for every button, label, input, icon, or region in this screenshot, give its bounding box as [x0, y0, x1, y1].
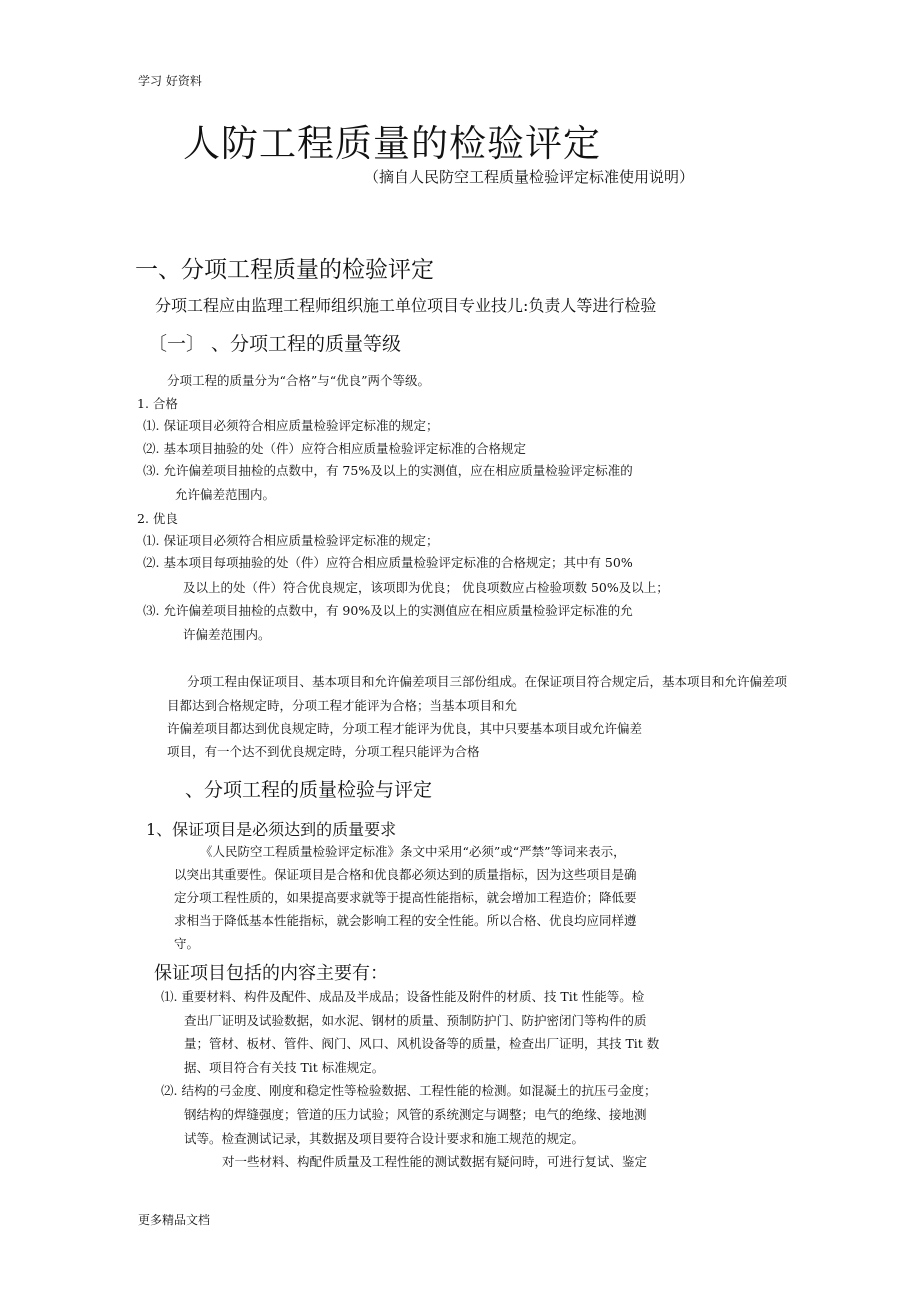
contents-item-cont: 查出厂证明及试验数据，如水泥、钢材的质量、预制防护门、防护密闭门等构件的质	[184, 1013, 647, 1028]
paragraph-line: 许偏差项目都达到优良规定時，分项工程才能评为优良，其中只要基本项目或允许偏差	[167, 721, 643, 736]
document-subtitle: （摘自人民防空工程质量检验评定标准使用说明）	[364, 168, 695, 186]
pass-item: ⑴. 保证项目必须符合相应质量检验评定标准的规定；	[143, 418, 439, 433]
paragraph-line: 项目，有一个达不到优良规定時，分项工程只能评为合格	[167, 744, 480, 759]
contents-heading: 保证项目包括的内容主要有：	[154, 963, 388, 984]
contents-item-cont: 钢结构的焊缝强度；管道的压力试验；风管的系统测定与调整；电气的绝缘、接地测	[184, 1107, 647, 1122]
excellent-item-cont: 及以上的处（件）符合优良规定，该项即为优良； 优良项数应占检验项数 50%及以上；	[183, 580, 669, 595]
excellent-item: ⑴. 保证项目必须符合相应质量检验评定标准的规定；	[143, 533, 439, 548]
contents-item-cont: 据、项目符合有关技 Tit 标准规定。	[184, 1060, 385, 1075]
page-header: 学习 好资料	[138, 74, 202, 88]
contents-item-cont: 对一些材料、构配件质量及工程性能的测试数据有疑问時，可进行复试、鉴定	[222, 1154, 648, 1169]
contents-item: ⑴. 重要材料、构件及配件、成品及半成品；设备性能及附件的材质、技 Tit 性能等。检	[161, 989, 645, 1004]
item-heading: 1、保证项目是必须达到的质量要求	[146, 820, 397, 839]
contents-item-cont: 试等。检查测试记录，其数据及项目要符合设计要求和施工规范的规定。	[184, 1131, 585, 1146]
section-intro: 分项工程应由监理工程师组织施工单位项目专业技儿:负责人等进行检验	[155, 296, 657, 315]
paragraph-line: 求相当于降低基本性能指标，就会影响工程的安全性能。所以合格、优良均应同样遵	[174, 913, 637, 928]
grade-description: 分项工程的质量分为“合格”与“优良”两个等级。	[167, 373, 431, 388]
excellent-item: ⑵. 基本项目每项抽验的处（件）应符合相应质量检验评定标准的合格规定；其中有 50%	[143, 555, 633, 570]
paragraph-line: 《人民防空工程质量检验评定标准》条文中采用“必须”或“严禁”等词来表示，	[200, 844, 626, 859]
page-footer: 更多精品文档	[138, 1213, 211, 1227]
pass-item: ⑶. 允许偏差项目抽检的点数中，有 75%及以上的实测值，应在相应质量检验评定标准的	[143, 463, 633, 478]
section-heading: 一、分项工程质量的检验评定	[135, 257, 434, 283]
excellent-item-cont: 许偏差范围内。	[183, 627, 271, 642]
pass-item: ⑵. 基本项目抽验的处（件）应符合相应质量检验评定标准的合格规定	[143, 441, 526, 456]
paragraph-line: 守。	[174, 936, 200, 951]
paragraph-line: 目都达到合格规定時，分项工程才能评为合格；当基本项目和允	[167, 698, 518, 713]
paragraph-line: 以突出其重要性。保证项目是合格和优良都必须达到的质量指标，因为这些项目是确	[174, 867, 637, 882]
grade-excellent-label: 2. 优良	[137, 511, 178, 526]
contents-item-cont: 量；管材、板材、管件、阀门、风口、风机设备等的质量，检查出厂证明，其技 Tit 数	[184, 1036, 660, 1051]
document-title: 人防工程质量的检验评定	[183, 122, 601, 165]
subsection-heading: 〔一〕 、分项工程的质量等级	[148, 333, 402, 355]
subsection-heading: 、分项工程的质量检验与评定	[185, 779, 433, 801]
paragraph-line: 定分项工程性质的，如果提高要求就等于提高性能指标，就会增加工程造价；降低要	[174, 890, 637, 905]
grade-pass-label: 1. 合格	[137, 396, 178, 411]
pass-item-cont: 允许偏差范围内。	[175, 487, 276, 502]
paragraph-line: 分项工程由保证项目、基本项目和允许偏差项目三部份组成。在保证项目符合规定后，基本项目和允许偏差项	[187, 674, 788, 689]
excellent-item: ⑶. 允许偏差项目抽检的点数中，有 90%及以上的实测值应在相应质量检验评定标准的允	[143, 603, 633, 618]
contents-item: ⑵. 结构的弓金度、刚度和稳定性等检验数据、工程性能的检测。如混凝土的抗压弓金度；	[161, 1083, 657, 1098]
